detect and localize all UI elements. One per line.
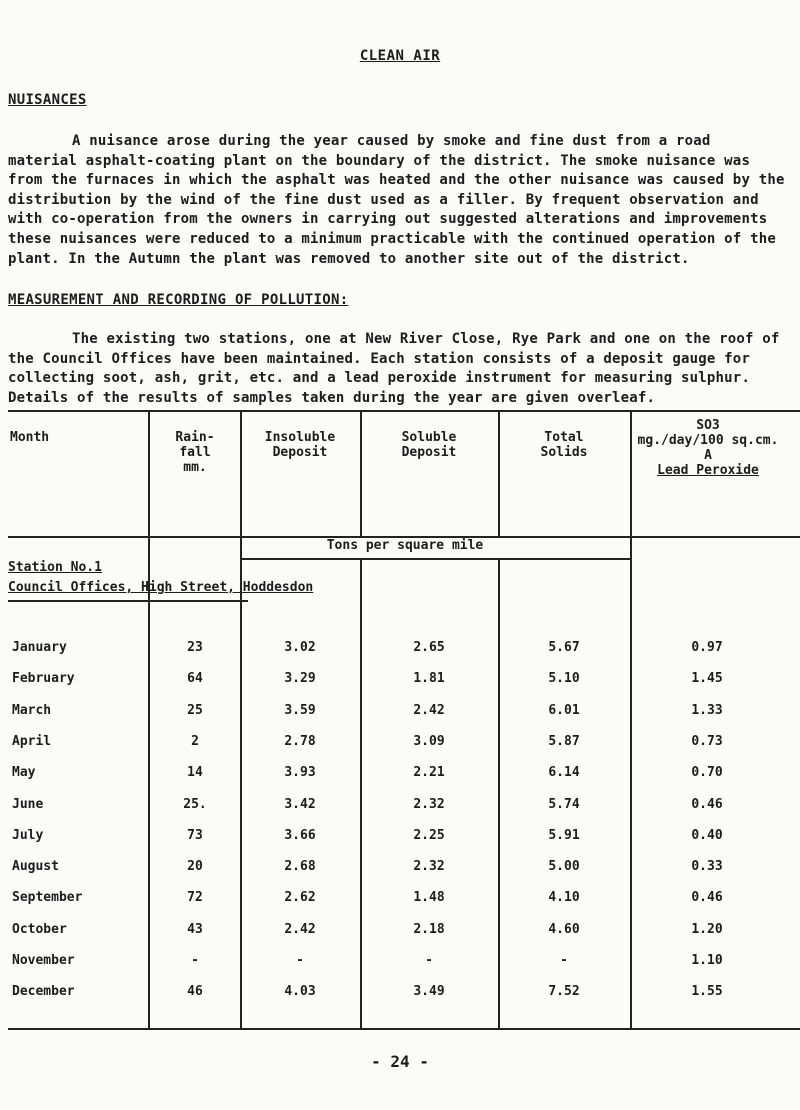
nuisances-heading: NUISANCES	[8, 92, 87, 108]
cell-total: 4.10	[548, 890, 580, 906]
table-row	[8, 734, 800, 758]
cell-rain: 73	[187, 827, 203, 843]
cell-month: April	[12, 733, 52, 749]
cell-rain: 2	[191, 733, 199, 749]
table-row	[8, 828, 800, 852]
cell-rain: 20	[187, 859, 203, 875]
cell-soluble: 1.81	[413, 671, 445, 687]
cell-insoluble: 2.42	[284, 921, 316, 937]
measurement-heading: MEASUREMENT AND RECORDING OF POLLUTION:	[8, 292, 349, 308]
table-bottom-rule	[8, 1028, 800, 1030]
cell-soluble: 2.65	[413, 640, 445, 655]
cell-total: 5.00	[548, 859, 580, 875]
cell-so3: 1.33	[691, 702, 723, 718]
table-row	[8, 765, 800, 789]
cell-so3: 1.55	[691, 984, 723, 1000]
station-location: Council Offices, High Street, Hoddesdon	[8, 580, 314, 595]
cell-rain: 25	[187, 702, 203, 718]
cell-insoluble: 2.62	[284, 890, 316, 906]
col-rule-4a	[498, 410, 500, 536]
cell-soluble: -	[425, 953, 433, 968]
page-number: - 24 -	[371, 1052, 429, 1071]
month-header: Month	[10, 430, 50, 445]
cell-insoluble: 3.42	[284, 796, 316, 812]
cell-so3: 0.46	[691, 890, 723, 906]
cell-month: December	[12, 984, 75, 1000]
cell-insoluble: 2.78	[284, 733, 316, 749]
cell-soluble: 2.25	[413, 827, 445, 843]
cell-total: 5.91	[548, 827, 580, 843]
table-row	[8, 671, 800, 695]
cell-so3: 1.45	[691, 671, 723, 687]
cell-insoluble: 3.93	[284, 765, 316, 781]
cell-month: January	[12, 640, 67, 655]
rainfall-header: Rain- fall mm.	[175, 430, 215, 475]
col-rule-3a	[360, 410, 362, 536]
cell-total: 5.87	[548, 733, 580, 749]
cell-so3: 0.40	[691, 827, 723, 843]
station-label: Station No.1	[8, 560, 102, 575]
cell-insoluble: 3.66	[284, 827, 316, 843]
soluble-header: Soluble Deposit	[401, 430, 457, 460]
total-header: Total Solids	[540, 430, 588, 460]
cell-soluble: 2.32	[413, 796, 445, 812]
cell-so3: 1.20	[691, 921, 723, 937]
units-label: Tons per square mile	[326, 538, 484, 553]
cell-month: August	[12, 859, 59, 875]
nuisances-paragraph: A nuisance arose during the year caused by smoke and fine dust from a road material asphalt-coating plant on the boundary of the district. The smoke nuisance was from the furnaces in which the asphalt was heated and the other nuisance was caused by the distribution by the wind of the fine dust used as a filler. By frequent observation and with co-operation from the owners in carrying out suggested alterations and improvements these nuisances were reduced to a minimum practicable with the continued operation of the plant. In the Autumn the plant was removed to another site out of the district.	[8, 133, 785, 267]
cell-soluble: 2.32	[413, 859, 445, 875]
cell-so3: 0.97	[691, 640, 723, 655]
measurement-paragraph: The existing two stations, one at New River Close, Rye Park and one on the roof of the Council Offices have been maintained. Each station consists of a deposit gauge for collecting soot, ash, grit, etc. and a lead peroxide instrument for measuring sulphur. Details of the results of samples taken during the year are given overleaf.	[8, 331, 780, 406]
cell-month: October	[12, 921, 67, 937]
cell-insoluble: 3.02	[284, 640, 316, 655]
cell-total: 5.74	[548, 796, 580, 812]
table-top-rule	[8, 410, 800, 412]
cell-insoluble: 3.29	[284, 671, 316, 687]
cell-soluble: 1.48	[413, 890, 445, 906]
insoluble-header: Insoluble Deposit	[264, 430, 336, 460]
cell-soluble: 3.49	[413, 984, 445, 1000]
pollution-table	[8, 410, 800, 1032]
cell-total: 6.01	[548, 702, 580, 718]
cell-rain: 46	[187, 984, 203, 1000]
table-row	[8, 703, 800, 727]
cell-month: July	[12, 827, 44, 843]
cell-soluble: 2.21	[413, 765, 445, 781]
table-row	[8, 797, 800, 821]
table-row	[8, 984, 800, 1008]
cell-insoluble: -	[296, 953, 304, 968]
cell-month: November	[12, 953, 75, 968]
cell-insoluble: 2.68	[284, 859, 316, 875]
cell-month: February	[12, 671, 75, 687]
cell-rain: 72	[187, 890, 203, 906]
cell-month: June	[12, 796, 44, 812]
cell-total: 7.52	[548, 984, 580, 1000]
cell-soluble: 3.09	[413, 733, 445, 749]
so3-header: SO3 mg./day/100 sq.cm. A Lead Peroxide	[637, 418, 779, 478]
cell-so3: 1.10	[691, 953, 723, 968]
page-title: CLEAN AIR	[359, 48, 441, 64]
cell-so3: 0.46	[691, 796, 723, 812]
cell-rain: 43	[187, 921, 203, 937]
station-rule	[8, 600, 248, 602]
cell-total: -	[560, 953, 568, 968]
table-row	[8, 922, 800, 946]
cell-rain: 64	[187, 671, 203, 687]
table-row	[8, 890, 800, 914]
cell-total: 4.60	[548, 921, 580, 937]
cell-so3: 0.73	[691, 733, 723, 749]
cell-total: 5.67	[548, 640, 580, 655]
cell-rain: 23	[187, 640, 203, 655]
cell-rain: 14	[187, 765, 203, 781]
cell-insoluble: 3.59	[284, 702, 316, 718]
cell-total: 6.14	[548, 765, 580, 781]
cell-month: May	[12, 765, 36, 781]
cell-rain: -	[191, 953, 199, 968]
cell-soluble: 2.42	[413, 702, 445, 718]
cell-month: September	[12, 890, 83, 906]
table-row	[8, 953, 800, 977]
cell-rain: 25.	[183, 796, 207, 812]
cell-so3: 0.70	[691, 765, 723, 781]
cell-insoluble: 4.03	[284, 984, 316, 1000]
table-row	[8, 859, 800, 883]
table-row	[8, 640, 800, 664]
cell-soluble: 2.18	[413, 921, 445, 937]
cell-so3: 0.33	[691, 859, 723, 875]
cell-total: 5.10	[548, 671, 580, 687]
cell-month: March	[12, 702, 52, 718]
tons-rule	[240, 558, 630, 560]
